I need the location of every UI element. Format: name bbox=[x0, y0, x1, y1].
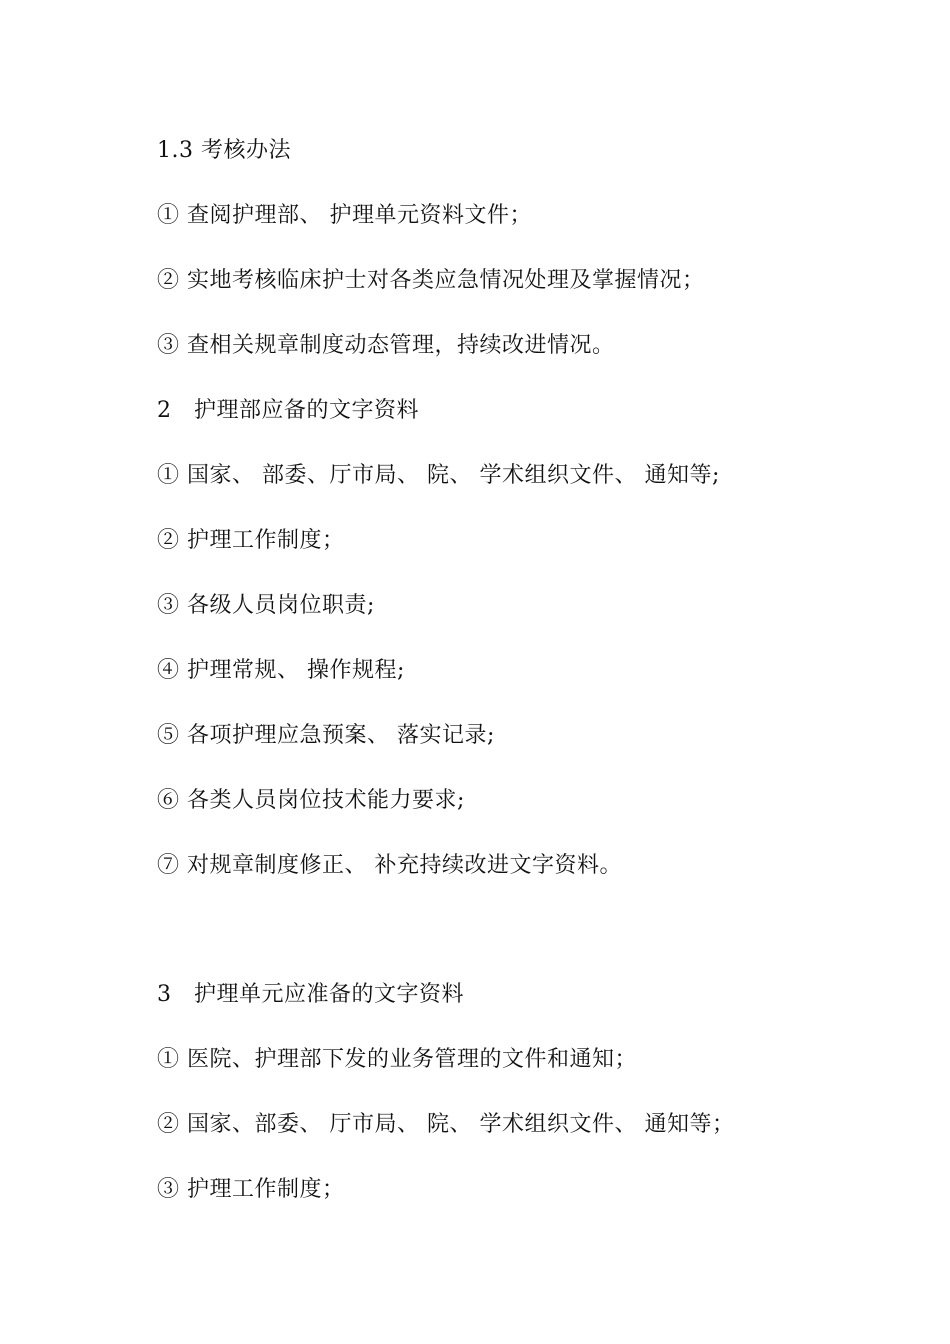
list-item: ② 护理工作制度； bbox=[157, 528, 345, 553]
list-item: ③ 各级人员岗位职责; bbox=[157, 593, 375, 618]
list-item: ① 医院、护理部下发的业务管理的文件和通知； bbox=[157, 1047, 637, 1072]
list-item: ② 国家、部委、 厅市局、 院、 学术组织文件、 通知等； bbox=[157, 1112, 735, 1137]
list-item: ③ 护理工作制度； bbox=[157, 1177, 345, 1202]
list-item: ③ 查相关规章制度动态管理，持续改进情况。 bbox=[157, 333, 615, 358]
list-item: ① 国家、 部委、厅市局、 院、 学术组织文件、 通知等; bbox=[157, 463, 720, 488]
section-heading: 3 护理单元应准备的文字资料 bbox=[157, 982, 464, 1007]
list-item: ① 查阅护理部、 护理单元资料文件； bbox=[157, 203, 532, 228]
list-item: ⑥ 各类人员岗位技术能力要求; bbox=[157, 788, 465, 813]
list-item: ⑤ 各项护理应急预案、 落实记录; bbox=[157, 723, 495, 748]
section-heading: 1.3 考核办法 bbox=[157, 138, 291, 163]
list-item: ④ 护理常规、 操作规程; bbox=[157, 658, 405, 683]
list-item: ② 实地考核临床护士对各类应急情况处理及掌握情况； bbox=[157, 268, 705, 293]
section-heading: 2 护理部应备的文字资料 bbox=[157, 398, 419, 423]
list-item: ⑦ 对规章制度修正、 补充持续改进文字资料。 bbox=[157, 853, 622, 878]
